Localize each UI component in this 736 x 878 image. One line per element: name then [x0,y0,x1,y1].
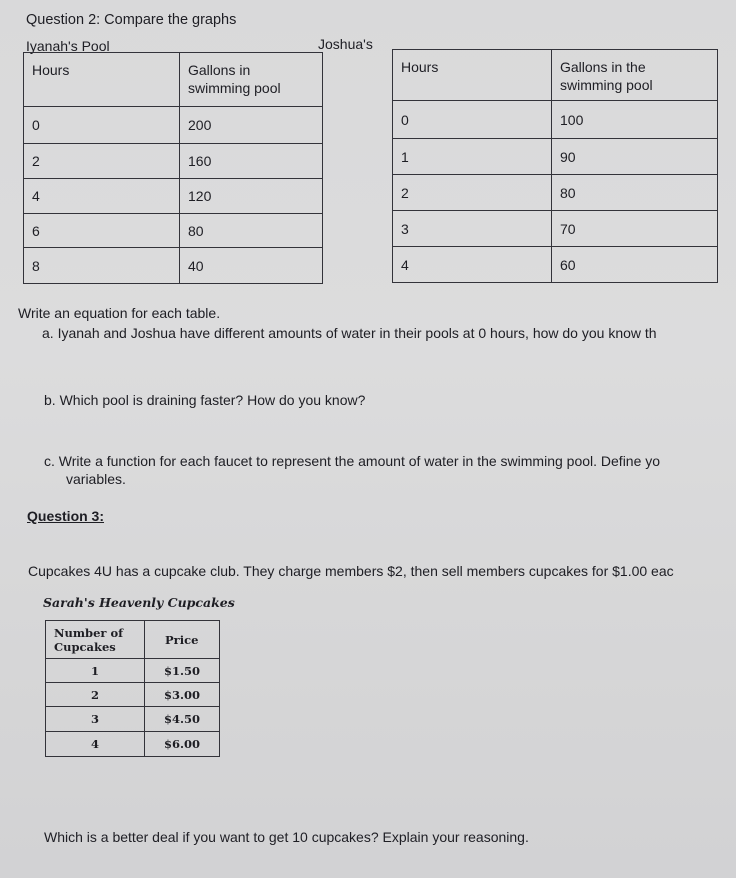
table-row [393,139,718,175]
part-c-question: c. Write a function for each faucet to represent the amount of water in the swimming pool. Define yo [44,453,661,469]
joshua-hours-cell: 2 [393,175,552,211]
table-row [24,144,323,179]
iyanah-hours-cell: 0 [24,107,180,144]
joshua-hours-cell: 0 [393,101,552,139]
joshua-gallons-cell: 90 [552,139,718,175]
table-row [46,732,220,757]
part-c-question-cont: variables. [66,471,126,487]
table-row [393,175,718,211]
joshua-hours-cell: 4 [393,247,552,283]
joshua-gallons-cell: 60 [552,247,718,283]
part-a-question: a. Iyanah and Joshua have different amounts of water in their pools at 0 hours, how do you know th [42,325,657,341]
joshua-gallons-cell: 70 [552,211,718,247]
sarah-cupcakes-table [45,620,220,757]
sarah-number-cell: 2 [46,683,145,707]
iyanah-hours-cell: 6 [24,214,180,248]
part-b-question: b. Which pool is draining faster? How do you know? [44,392,366,408]
sarah-header-number: Number of Cupcakes [46,621,145,659]
sarah-number-cell: 4 [46,732,145,757]
table-row [24,179,323,214]
joshua-pool-table [392,49,718,283]
iyanah-gallons-cell: 200 [180,107,323,144]
sarah-price-cell: $6.00 [145,732,220,757]
table-row [24,214,323,248]
sarah-number-cell: 3 [46,707,145,732]
joshua-table-title: Joshua's [318,36,373,52]
iyanah-gallons-cell: 80 [180,214,323,248]
table-row [393,101,718,139]
sarah-number-cell: 1 [46,659,145,683]
table-row [46,659,220,683]
table-row [46,707,220,732]
iyanah-gallons-cell: 160 [180,144,323,179]
joshua-gallons-cell: 100 [552,101,718,139]
iyanah-gallons-cell: 120 [180,179,323,214]
sarah-price-cell: $4.50 [145,707,220,732]
table-row [393,211,718,247]
sarah-price-cell: $1.50 [145,659,220,683]
table-row [24,107,323,144]
iyanah-pool-table [23,52,323,284]
iyanah-header-gallons: Gallons in swimming pool [180,53,323,107]
joshua-hours-cell: 3 [393,211,552,247]
sarah-header-price: Price [145,621,220,659]
sarah-table-title: Sarah's Heavenly Cupcakes [43,595,235,610]
iyanah-hours-cell: 4 [24,179,180,214]
joshua-header-gallons: Gallons in the swimming pool [552,50,718,101]
joshua-hours-cell: 1 [393,139,552,175]
joshua-gallons-cell: 80 [552,175,718,211]
joshua-header-hours: Hours [393,50,552,101]
question-3-heading: Question 3: [27,508,105,524]
sarah-price-cell: $3.00 [145,683,220,707]
iyanah-header-hours: Hours [24,53,180,107]
equation-instruction: Write an equation for each table. [18,305,221,321]
iyanah-gallons-cell: 40 [180,248,323,284]
iyanah-hours-cell: 2 [24,144,180,179]
cupcake-club-prompt: Cupcakes 4U has a cupcake club. They charge members $2, then sell members cupcakes for $1.00 eac [28,563,674,579]
table-row [393,247,718,283]
question-2-title: Question 2: Compare the graphs [26,12,237,28]
table-row [24,248,323,284]
table-row [46,683,220,707]
iyanah-hours-cell: 8 [24,248,180,284]
better-deal-question: Which is a better deal if you want to get 10 cupcakes? Explain your reasoning. [44,829,529,845]
iyanah-table-title: Iyanah's Pool [26,38,110,54]
